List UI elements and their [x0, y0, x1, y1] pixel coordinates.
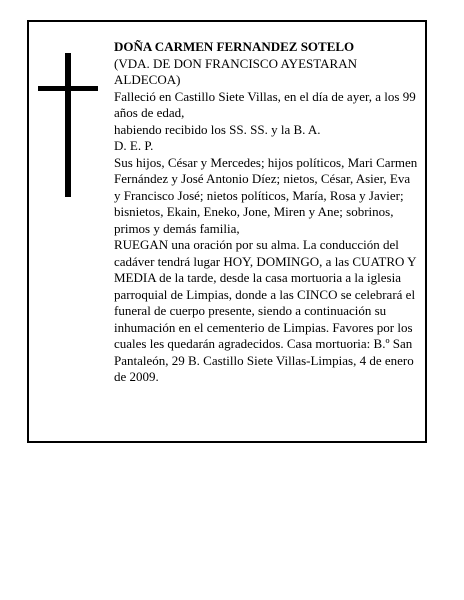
obituary-text	[114, 39, 419, 386]
widow-of-line: (VDA. DE DON FRANCISCO AYESTARAN ALDECOA)	[114, 55, 357, 87]
cross-icon	[38, 53, 98, 197]
rip-line: D. E. P.	[114, 138, 154, 153]
death-statement: Falleció en Castillo Siete Villas, en el día de ayer, a los 99 años de edad,	[114, 88, 416, 120]
cross-vertical-bar	[65, 53, 71, 197]
family-list: Sus hijos, César y Mercedes; hijos políticos, Mari Carmen Fernández y José Antonio Díez; nietos, César, Asier, Eva y Francisco José; nietos políticos, María, Rosa y Javier; bisnietos, Ekain, Eneko, Jone, Miren y Ane; sobrinos, primos y demás familia,	[114, 154, 418, 236]
deceased-name: DOÑA CARMEN FERNANDEZ SOTELO	[114, 39, 355, 54]
cross-horizontal-bar	[38, 86, 98, 91]
sacraments-statement: habiendo recibido los SS. SS. y la B. A.	[114, 121, 321, 137]
funeral-request: RUEGAN una oración por su alma. La conducción del cadáver tendrá lugar HOY, DOMINGO, a las CUATRO Y MEDIA de la tarde, desde la casa mortuoria a la iglesia parroquial de Limpias, donde a las CINCO se celebrará el funeral de cuerpo presente, siendo a continuación su inhumación en el cementerio de Limpias. Favores por los cuales les quedarán agradecidos. Casa mortuoria: B.º San Pantaleón, 29 B. Castillo Siete Villas-Limpias, 4 de enero de 2009.	[114, 237, 417, 384]
